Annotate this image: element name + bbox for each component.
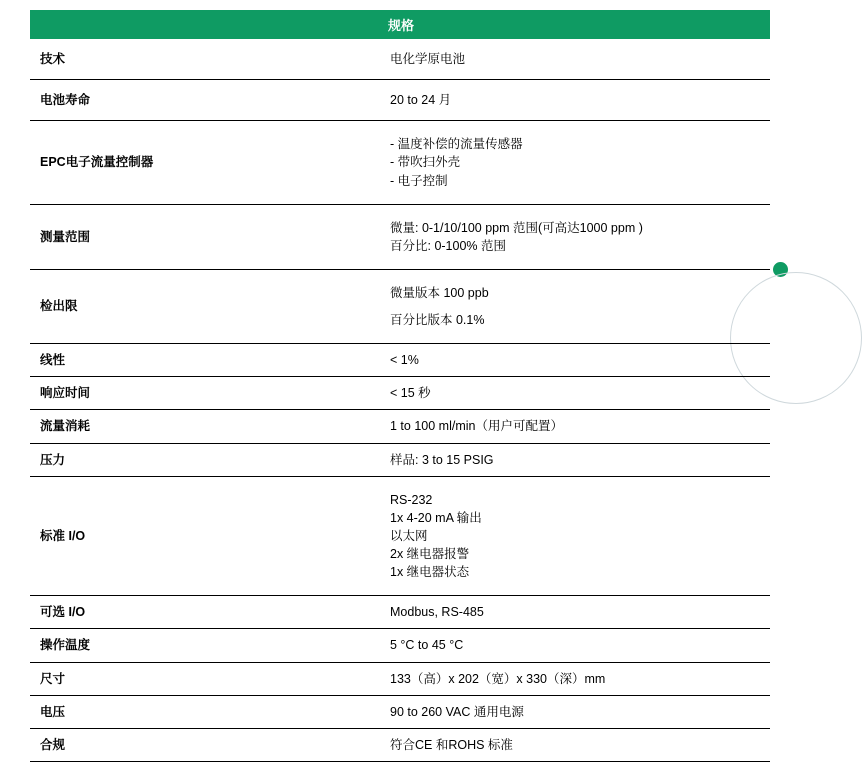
row-label: 响应时间 bbox=[30, 377, 380, 410]
row-label: 标准 I/O bbox=[30, 476, 380, 596]
table-header bbox=[30, 10, 770, 39]
table-row bbox=[30, 269, 770, 343]
value-spacer bbox=[390, 302, 762, 311]
value-line: Modbus, RS-485 bbox=[390, 605, 484, 620]
value-line: 以太网 bbox=[390, 528, 428, 543]
table-row bbox=[30, 728, 770, 761]
row-value bbox=[380, 80, 770, 121]
table-row bbox=[30, 695, 770, 728]
value-line: 133（高）x 202（宽）x 330（深）mm bbox=[390, 671, 606, 686]
table-row bbox=[30, 80, 770, 121]
row-label: 线性 bbox=[30, 344, 380, 377]
value-line: 样品: 3 to 15 PSIG bbox=[390, 452, 494, 467]
row-value bbox=[380, 443, 770, 476]
value-line: - 电子控制 bbox=[390, 173, 448, 188]
table-row bbox=[30, 476, 770, 596]
row-label: 合规 bbox=[30, 728, 380, 761]
specifications-table bbox=[30, 10, 770, 762]
header-cell-blank bbox=[30, 10, 380, 39]
table-row bbox=[30, 662, 770, 695]
value-line: < 1% bbox=[390, 353, 419, 368]
row-label: 技术 bbox=[30, 39, 380, 80]
row-value bbox=[380, 204, 770, 269]
value-line: 微量: 0-1/10/100 ppm 范围(可高达1000 ppm ) bbox=[390, 220, 643, 235]
row-label: 检出限 bbox=[30, 269, 380, 343]
table-row bbox=[30, 39, 770, 80]
value-line: 20 to 24 月 bbox=[390, 93, 452, 108]
row-label: 流量消耗 bbox=[30, 410, 380, 443]
value-line: 百分比: 0-100% 范围 bbox=[390, 238, 507, 253]
value-line: RS-232 bbox=[390, 492, 433, 507]
row-value bbox=[380, 377, 770, 410]
table-row bbox=[30, 377, 770, 410]
row-value bbox=[380, 410, 770, 443]
table-row bbox=[30, 121, 770, 204]
value-line: - 带吹扫外壳 bbox=[390, 155, 461, 170]
row-label: 电压 bbox=[30, 695, 380, 728]
value-line: 5 °C to 45 °C bbox=[390, 638, 464, 653]
value-line: 1 to 100 ml/min（用户可配置） bbox=[390, 419, 563, 434]
table-row bbox=[30, 344, 770, 377]
row-value bbox=[380, 476, 770, 596]
table-row bbox=[30, 443, 770, 476]
row-label: 压力 bbox=[30, 443, 380, 476]
row-value bbox=[380, 695, 770, 728]
row-label: 尺寸 bbox=[30, 662, 380, 695]
header-cell-spec: 规格 bbox=[380, 10, 770, 39]
table-row bbox=[30, 629, 770, 662]
header-row bbox=[30, 10, 770, 39]
value-line: 电化学原电池 bbox=[390, 52, 466, 66]
value-line: 微量版本 100 ppb bbox=[390, 285, 489, 300]
row-value bbox=[380, 39, 770, 80]
value-line: 1x 4-20 mA 输出 bbox=[390, 510, 482, 525]
row-value bbox=[380, 269, 770, 343]
row-value bbox=[380, 344, 770, 377]
value-line: 2x 继电器报警 bbox=[390, 547, 470, 561]
row-value bbox=[380, 121, 770, 204]
row-label: 操作温度 bbox=[30, 629, 380, 662]
value-line: < 15 秒 bbox=[390, 386, 431, 401]
row-value bbox=[380, 728, 770, 761]
table-body bbox=[30, 39, 770, 761]
value-line: - 温度补偿的流量传感器 bbox=[390, 137, 523, 152]
table-row bbox=[30, 596, 770, 629]
table-row bbox=[30, 204, 770, 269]
row-value bbox=[380, 629, 770, 662]
value-line: 90 to 260 VAC 通用电源 bbox=[390, 704, 524, 719]
row-label: 电池寿命 bbox=[30, 80, 380, 121]
row-label: EPC电子流量控制器 bbox=[30, 121, 380, 204]
row-value bbox=[380, 662, 770, 695]
table-row bbox=[30, 410, 770, 443]
value-line: 1x 继电器状态 bbox=[390, 565, 470, 580]
row-label: 测量范围 bbox=[30, 204, 380, 269]
value-line: 百分比版本 0.1% bbox=[390, 313, 485, 327]
value-line: 符合CE 和ROHS 标准 bbox=[390, 737, 513, 752]
row-label: 可选 I/O bbox=[30, 596, 380, 629]
row-value bbox=[380, 596, 770, 629]
